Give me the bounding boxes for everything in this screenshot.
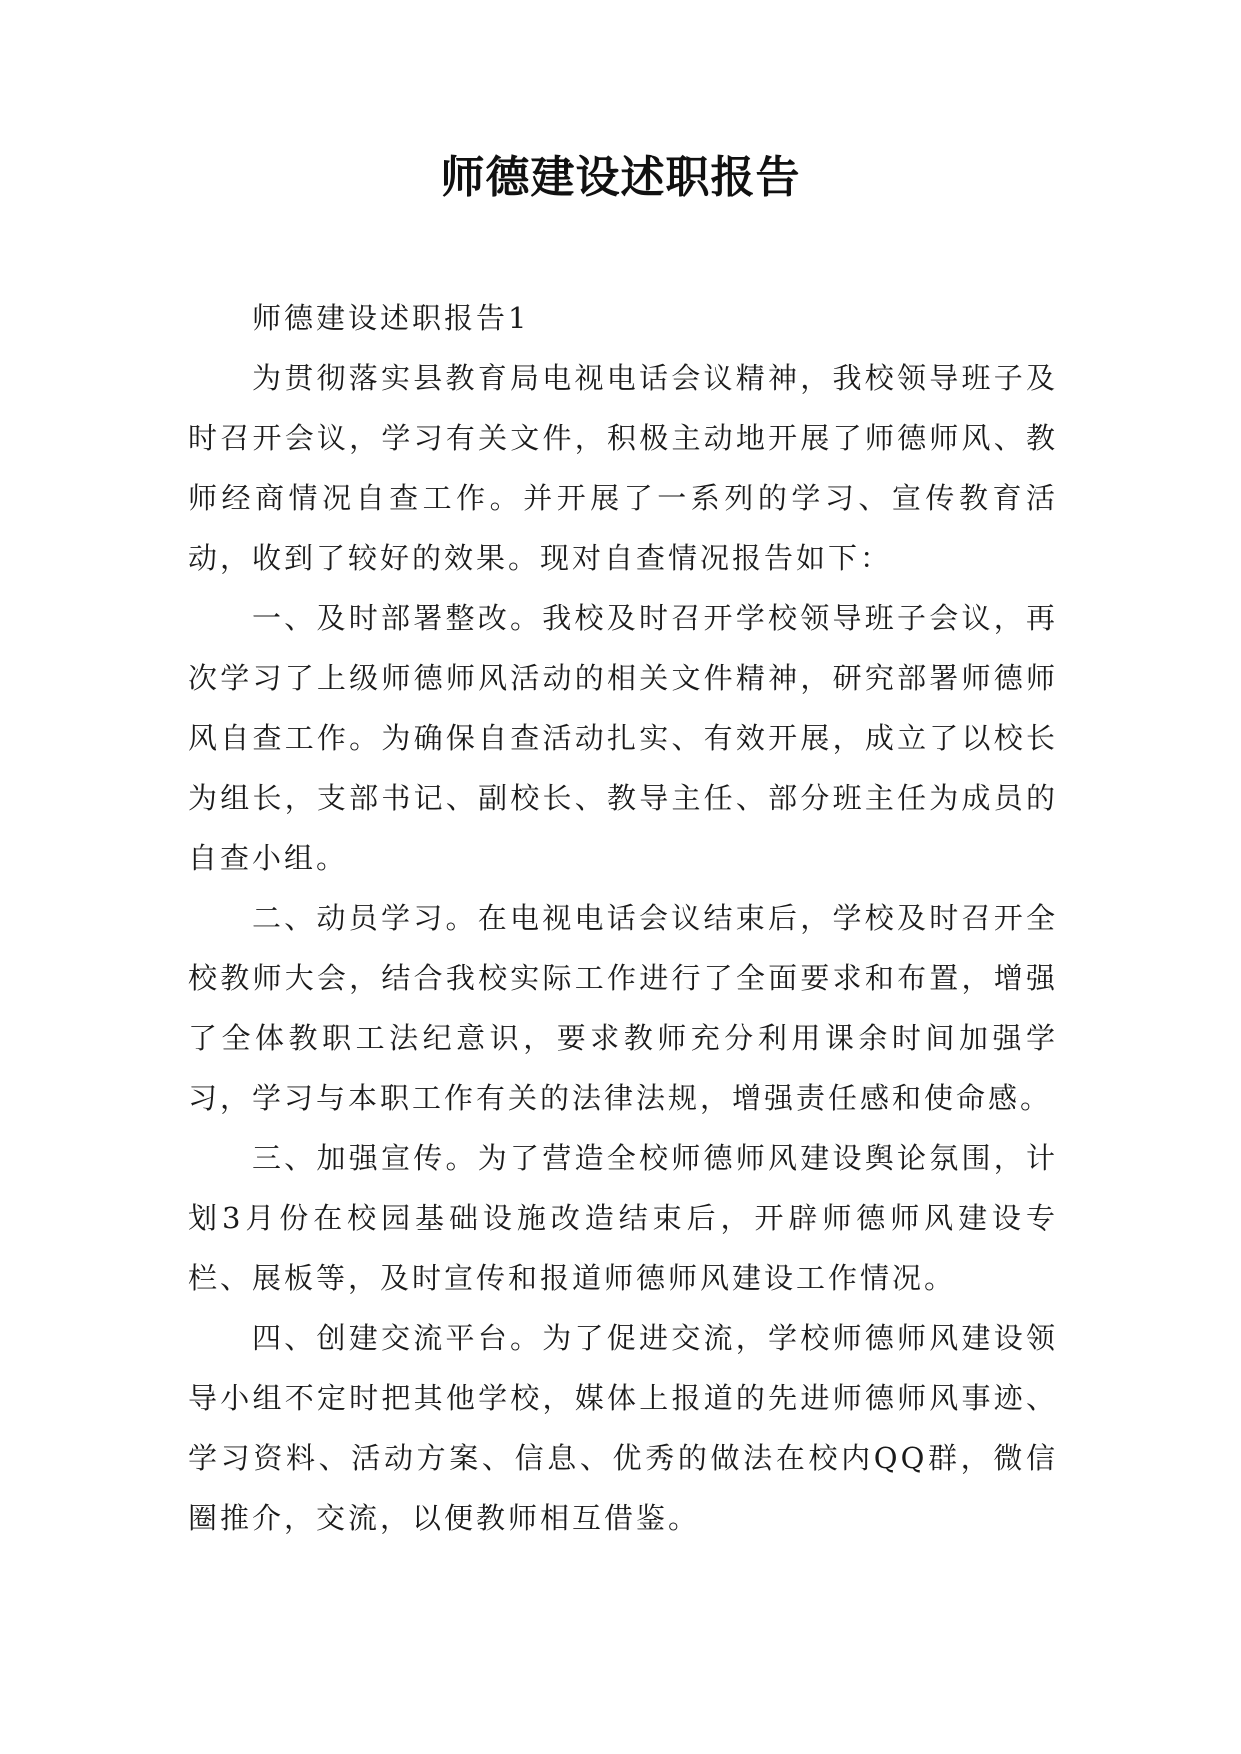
document-body bbox=[188, 288, 1058, 1548]
paragraph-intro: 为贯彻落实县教育局电视电话会议精神，我校领导班子及时召开会议，学习有关文件，积极主动地开展了师德师风、教师经商情况自查工作。并开展了一系列的学习、宣传教育活动，收到了较好的效果。现对自查情况报告如下： bbox=[188, 361, 1058, 575]
paragraph-item-1: 一、及时部署整改。我校及时召开学校领导班子会议，再次学习了上级师德师风活动的相关文件精神，研究部署师德师风自查工作。为确保自查活动扎实、有效开展，成立了以校长为组长，支部书记、副校长、教导主任、部分班主任为成员的自查小组。 bbox=[188, 601, 1058, 875]
section-heading: 师德建设述职报告1 bbox=[252, 301, 530, 335]
document-title: 师德建设述职报告 bbox=[440, 152, 801, 203]
paragraph-item-3: 三、加强宣传。为了营造全校师德师风建设舆论氛围，计划3月份在校园基础设施改造结束后，开辟师德师风建设专栏、展板等，及时宣传和报道师德师风建设工作情况。 bbox=[188, 1141, 1058, 1295]
paragraph-item-4: 四、创建交流平台。为了促进交流，学校师德师风建设领导小组不定时把其他学校，媒体上报道的先进师德师风事迹、学习资料、活动方案、信息、优秀的做法在校内QQ群，微信圈推介，交流，以便教师相互借鉴。 bbox=[188, 1321, 1058, 1535]
paragraph-item-2: 二、动员学习。在电视电话会议结束后，学校及时召开全校教师大会，结合我校实际工作进行了全面要求和布置，增强了全体教职工法纪意识，要求教师充分利用课余时间加强学习，学习与本职工作有关的法律法规，增强责任感和使命感。 bbox=[188, 901, 1058, 1115]
